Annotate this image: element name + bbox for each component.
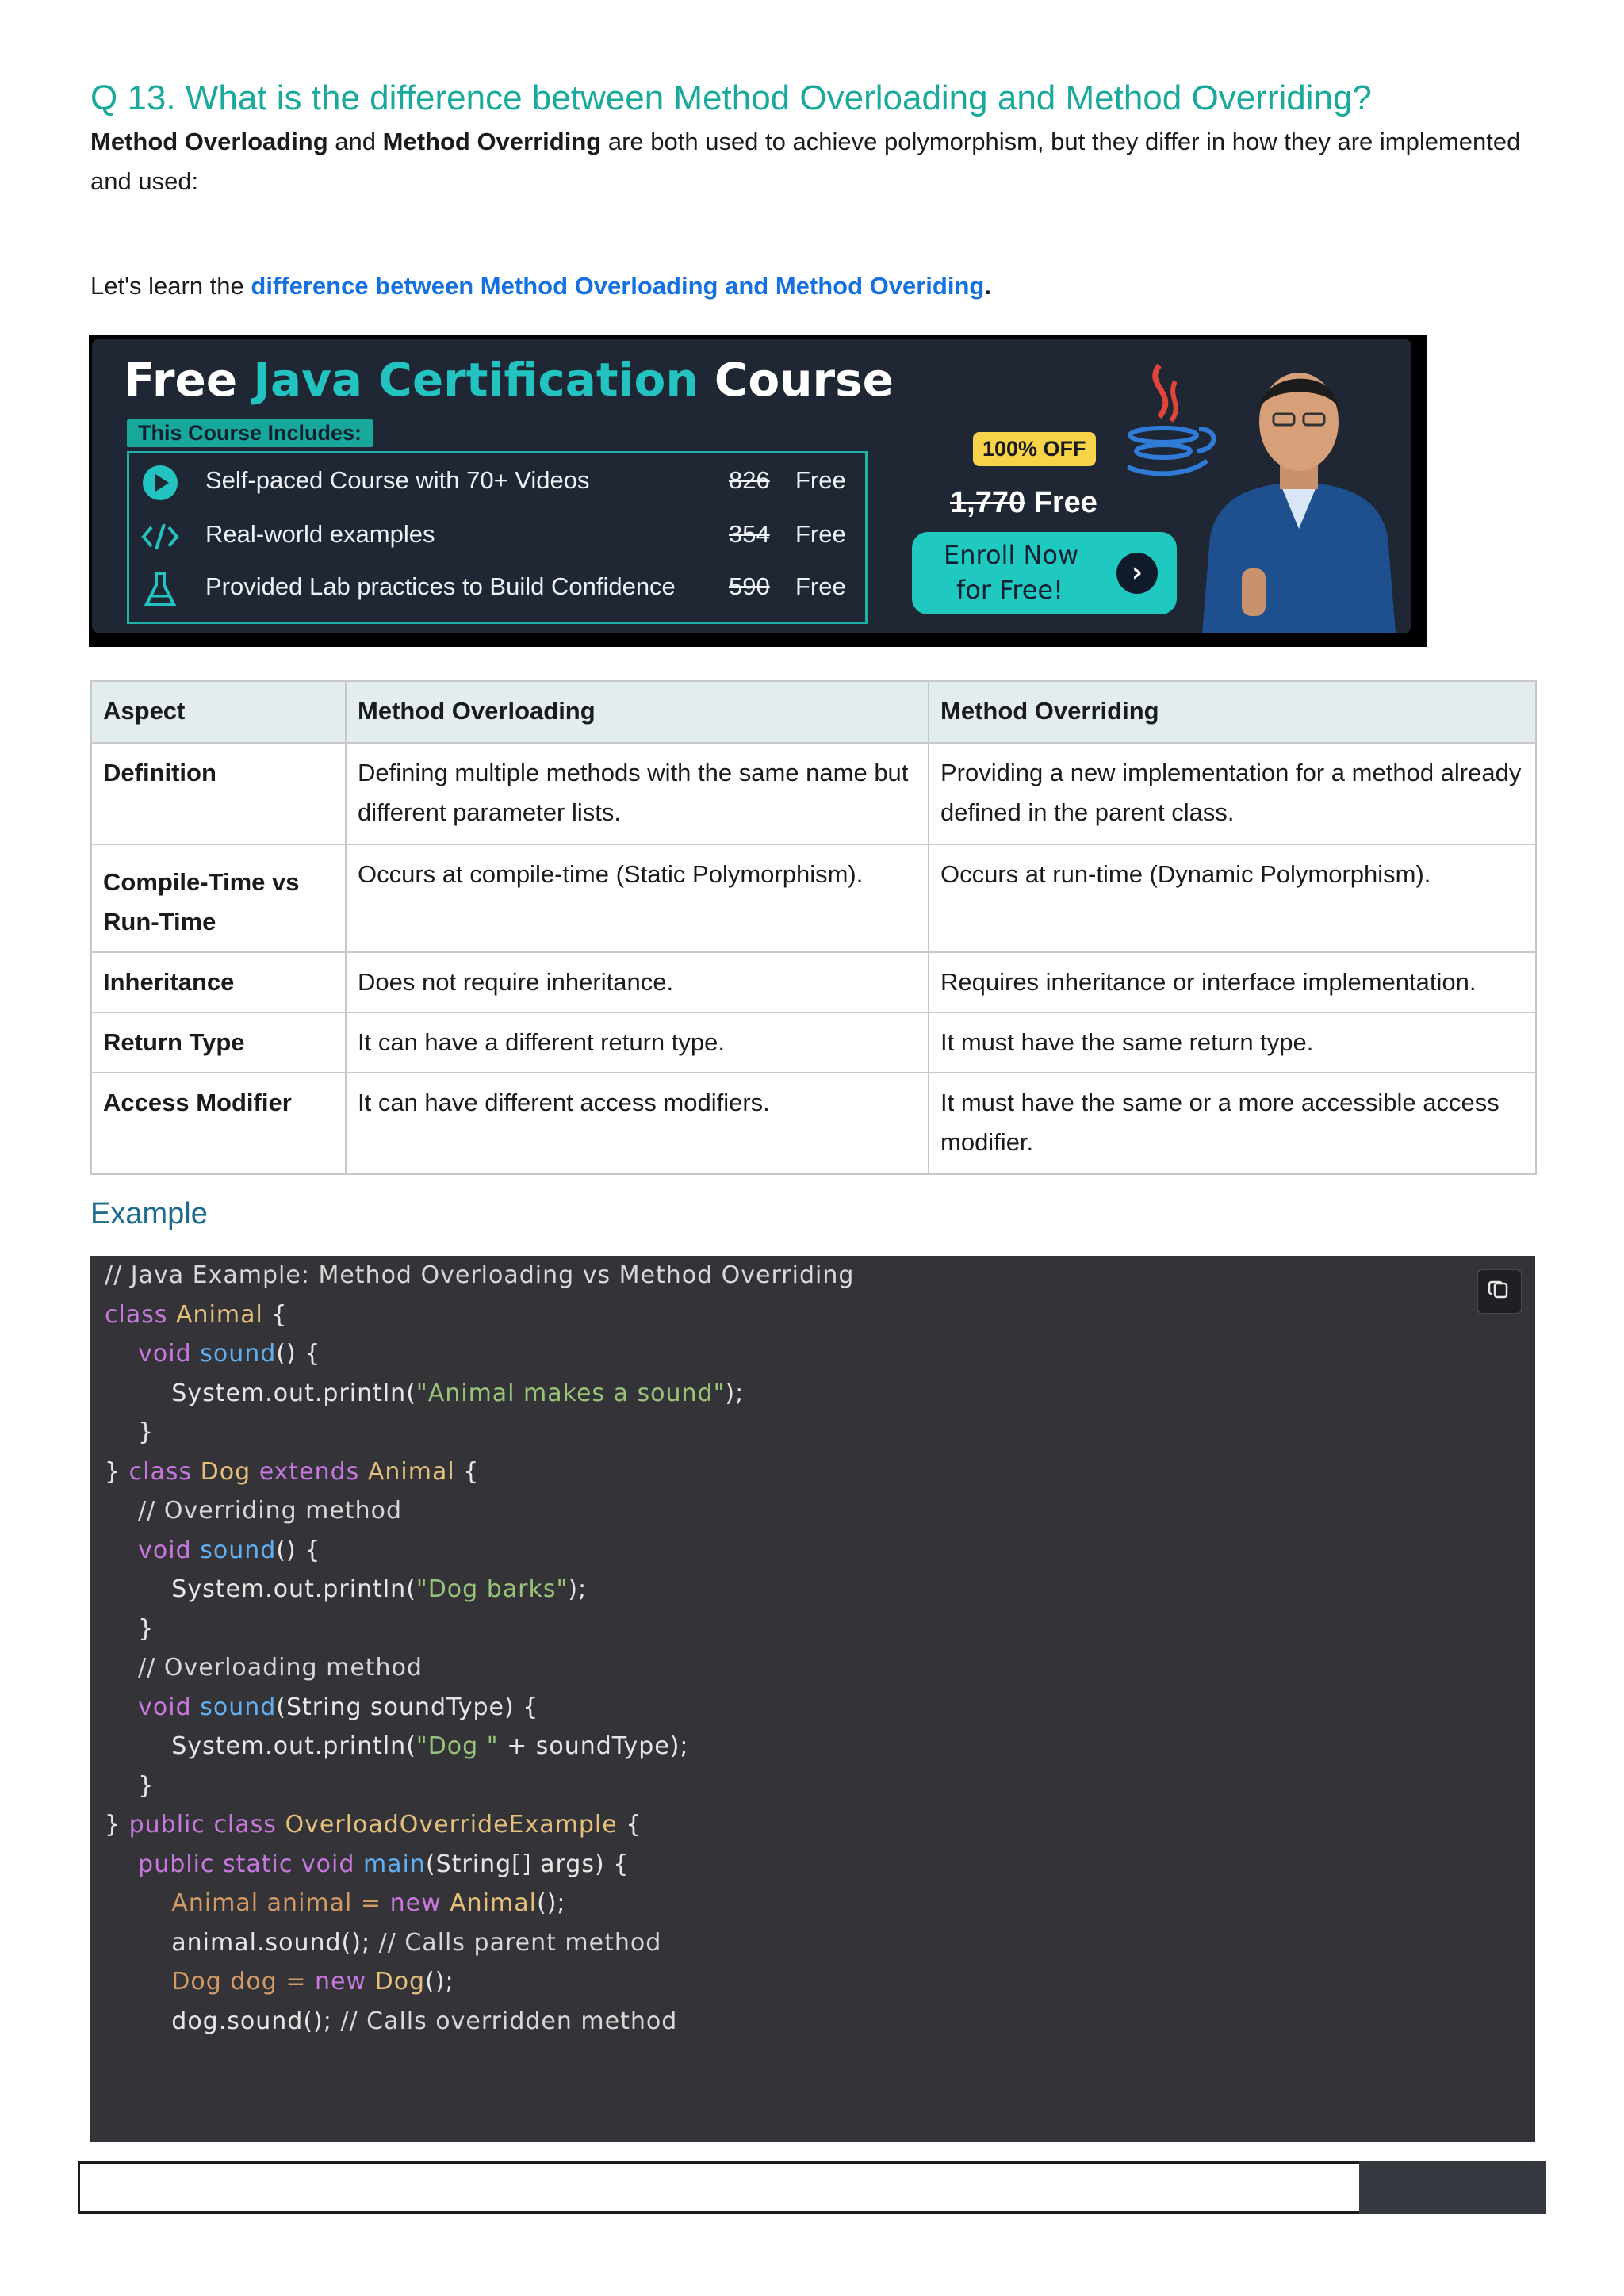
- copy-icon: [1477, 1269, 1522, 1314]
- table-row: [91, 844, 1536, 952]
- intro-paragraph: [90, 122, 1565, 201]
- code-text: // Java Example: Method Overloading vs Method Overriding class Animal { void sound() { System.out.println("Animal makes a sound"); } } class Dog extends Animal { // Overriding method void sound() { System.out.println("Dog barks"); } // Overloading method void sound(String soundType) { System.out.println("Dog " + soundType); } } public class OverloadOverrideExample { public static void main(String[] args) { Animal animal = new Animal(); animal.sound(); // Calls parent method Dog dog = new Dog(); dog.sound(); // Calls overridden method: [105, 1261, 855, 2035]
- row-overloading: Does not require inheritance.: [346, 952, 929, 1012]
- banner-title: [124, 353, 894, 407]
- include-text: Real-world examples: [205, 520, 435, 548]
- banner-title-highlight: Java Certification: [253, 353, 699, 407]
- include-free: Free: [795, 520, 846, 548]
- row-overloading: Defining multiple methods with the same name but different parameter lists.: [346, 743, 929, 844]
- row-aspect: Compile-Time vs Run-Time: [91, 844, 346, 952]
- intro-and: and: [327, 128, 383, 155]
- old-total-price: 1,770: [950, 486, 1026, 519]
- difference-link[interactable]: difference between Method Overloading and Method Overiding: [251, 272, 985, 300]
- table-row: [91, 952, 1536, 1012]
- learn-prefix: Let's learn the: [90, 272, 251, 300]
- total-price: [950, 486, 1097, 520]
- intro-bold-overriding: Method Overriding: [382, 128, 602, 155]
- row-overriding: It must have the same or a more accessible access modifier.: [929, 1073, 1536, 1174]
- row-overloading: It can have a different return type.: [346, 1012, 929, 1073]
- includes-list: [127, 451, 868, 624]
- question-heading: Q 13. What is the difference between Method Overloading and Method Overriding?: [90, 78, 1372, 117]
- header-overriding: Method Overriding: [929, 681, 1536, 743]
- header-overloading: Method Overloading: [346, 681, 929, 743]
- flask-icon: [140, 569, 180, 609]
- intro-rest: are both used to achieve polymorphism, but they differ in how they are implemented and used:: [90, 128, 1521, 195]
- row-overriding: Requires inheritance or interface implementation.: [929, 952, 1536, 1012]
- row-overloading: It can have different access modifiers.: [346, 1073, 929, 1174]
- include-text: Provided Lab practices to Build Confidence: [205, 572, 676, 600]
- includes-label: This Course Includes:: [127, 419, 373, 447]
- banner-panel: [92, 339, 1411, 633]
- include-item: [129, 453, 867, 506]
- include-text: Self-paced Course with 70+ Videos: [205, 466, 590, 494]
- row-overriding: Occurs at run-time (Dynamic Polymorphism).: [929, 844, 1536, 952]
- enroll-line1: Enroll Now: [944, 540, 1079, 570]
- row-aspect: Inheritance: [91, 952, 346, 1012]
- chevron-right-icon: ›: [1116, 553, 1158, 594]
- row-aspect: Return Type: [91, 1012, 346, 1073]
- code-icon: [140, 517, 180, 557]
- include-item: [129, 507, 867, 560]
- include-free: Free: [795, 572, 846, 600]
- banner-title-free: Free: [124, 353, 254, 407]
- row-aspect: Access Modifier: [91, 1073, 346, 1174]
- banner-title-course: Course: [698, 353, 894, 407]
- course-banner[interactable]: [89, 335, 1427, 647]
- play-icon: [140, 463, 180, 503]
- row-aspect: Definition: [91, 743, 346, 844]
- enroll-now-button[interactable]: [912, 532, 1177, 614]
- table-row: [91, 1073, 1536, 1174]
- row-overloading: Occurs at compile-time (Static Polymorphism).: [346, 844, 929, 952]
- include-free: Free: [795, 466, 846, 494]
- footer-bar: [78, 2161, 1546, 2214]
- footer-dark-block: [1359, 2161, 1546, 2214]
- table-header-row: [91, 681, 1536, 743]
- instructor-photo: [1186, 339, 1411, 633]
- header-aspect: Aspect: [91, 681, 346, 743]
- example-heading: Example: [90, 1197, 208, 1230]
- table-row: [91, 1012, 1536, 1073]
- learn-paragraph: [90, 266, 1565, 306]
- enroll-line2: for Free!: [956, 575, 1063, 605]
- table-row: [91, 743, 1536, 844]
- comparison-table: [90, 680, 1537, 1175]
- learn-suffix: .: [984, 272, 991, 300]
- free-label: Free: [1033, 486, 1097, 519]
- intro-bold-overloading: Method Overloading: [90, 128, 328, 155]
- include-item: [129, 560, 867, 612]
- include-old-price: 354: [729, 520, 770, 548]
- include-old-price: 590: [729, 572, 770, 600]
- discount-badge: 100% OFF: [973, 432, 1096, 466]
- row-overriding: Providing a new implementation for a method already defined in the parent class.: [929, 743, 1536, 844]
- include-old-price: 826: [729, 466, 770, 494]
- copy-button[interactable]: [1477, 1269, 1522, 1314]
- code-block: [90, 1256, 1535, 2142]
- row-overriding: It must have the same return type.: [929, 1012, 1536, 1073]
